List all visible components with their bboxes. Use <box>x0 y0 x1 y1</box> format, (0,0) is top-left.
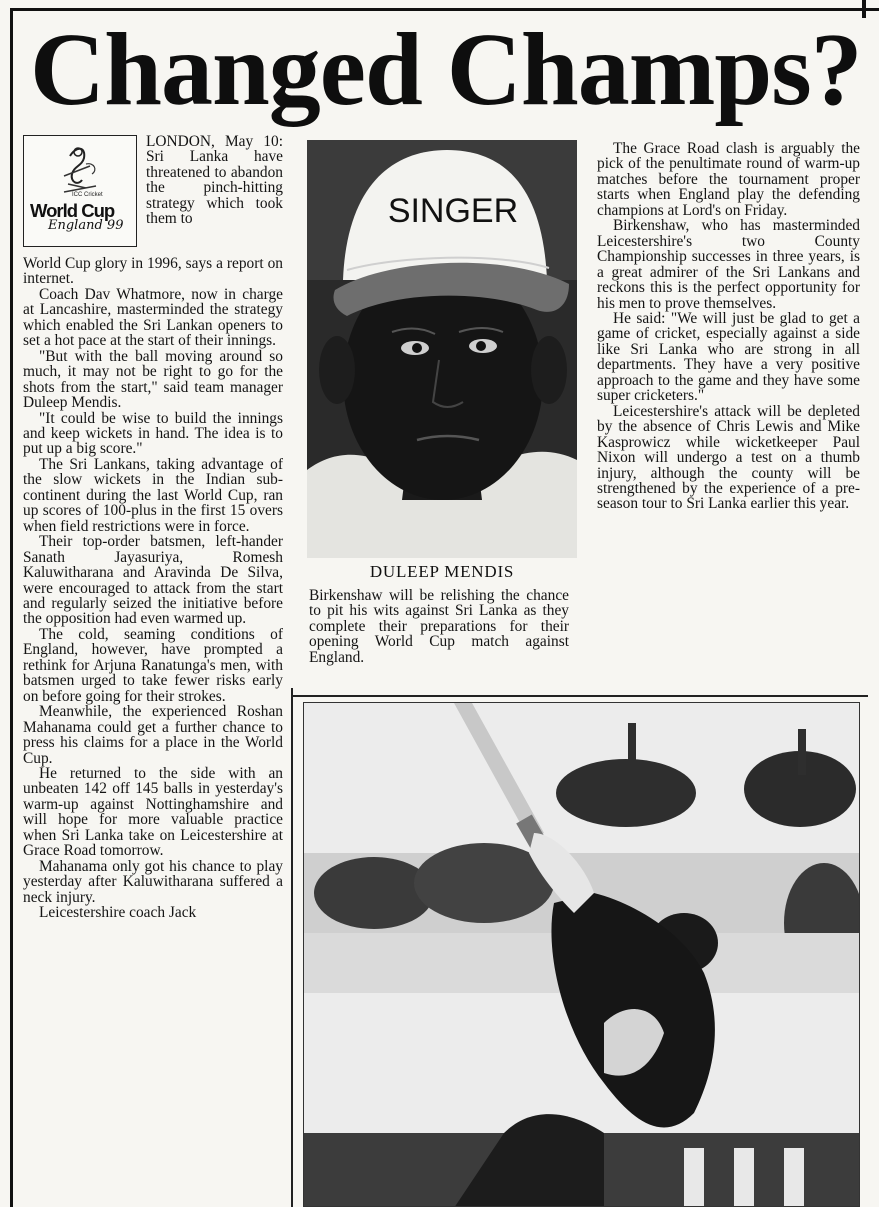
batsman-action-photo <box>303 702 860 1207</box>
cap-logo-text: SINGER <box>387 192 519 230</box>
photo-divider-horizontal <box>291 695 868 697</box>
logo-small-text: ICC Cricket <box>72 192 103 198</box>
world-cup-logo <box>23 135 137 247</box>
headline: Changed Champs? <box>30 12 862 127</box>
clipping-border-left <box>10 8 13 1207</box>
photo-caption: DULEEP MENDIS <box>369 562 515 581</box>
article-paragraph: The cold, seaming conditions of England, however, have prompted a rethink for Arjuna Ranatunga's men, with batsmen urged to take fewer risks early on before going for their strokes. <box>23 625 283 705</box>
article-paragraph: Meanwhile, the experienced Roshan Mahanama could get a further chance to press his claims for a place in the World Cup. <box>23 703 283 767</box>
article-paragraph: Leicestershire's attack will be depleted by the absence of Chris Lewis and Mike Kasprowicz while wicketkeeper Paul Nixon will undergo a test on a thumb injury, although the county will be strengthened by the experience of a pre-season tour to Sri Lanka earlier this year. <box>597 402 860 513</box>
dateline-paragraph: LONDON, May 10: Sri Lanka have threatened to abandon the pinch-hitting strategy which took them to <box>146 134 283 228</box>
article-paragraph: Their top-order batsmen, left-hander Sanath Jayasuriya, Romesh Kaluwitharana and Aravinda De Silva, were encouraged to attack from the start and regularly seized the initiative before the opposition had even warmed up. <box>23 533 283 628</box>
article-paragraph: He returned to the side with an unbeaten 142 off 145 balls in yesterday's warm-up against Nottinghamshire and will hope for more valuable practice when Sri Lanka take on Leicestershire at Grace Road tomorrow. <box>23 764 283 860</box>
article-paragraph: Mahanama only got his chance to play yesterday after Kaluwitharana suffered a neck injury. <box>23 857 283 906</box>
article-paragraph: Birkenshaw, who has masterminded Leicestershire's two County Championship successes in three years, is a great admirer of the Sri Lankans and reckons this is the perfect opportunity for his men to prove themselves. <box>597 217 860 312</box>
article-paragraph: World Cup glory in 1996, says a report on internet. <box>23 256 283 288</box>
article-column-2 <box>309 588 569 690</box>
article-column-1-intro <box>146 134 283 256</box>
logo-wordmark: World Cup <box>30 200 115 221</box>
duleep-mendis-photo <box>307 140 577 558</box>
article-column-3 <box>597 141 860 697</box>
article-paragraph: "But with the ball moving around so much, it may not be right to go for the shots from the start," said team manager Duleep Mendis. <box>23 347 283 412</box>
article-column-1 <box>23 256 283 1207</box>
article-paragraph: He said: "We will just be glad to get a game of cricket, especially against a side like Sri Lanka who are strong in all departments. They have a very positive approach to the game and they have some super cricketers." <box>597 309 860 405</box>
article-paragraph: Birkenshaw will be relishing the chance to pit his wits against Sri Lanka as they complete their preparations for their opening World Cup match against England. <box>309 588 569 666</box>
photo-divider-vertical <box>291 688 293 1207</box>
logo-subline: England 99 <box>48 218 124 233</box>
article-paragraph: Coach Dav Whatmore, now in charge at Lancashire, masterminded the strategy which enabled the Sri Lankan openers to set a hot pace at the start of their innings. <box>23 285 283 350</box>
article-paragraph: The Grace Road clash is arguably the pick of the penultimate round of warm-up matches before the tournament proper starts when England play the defending champions at Lord's on Friday. <box>597 141 860 219</box>
article-paragraph: Leicestershire coach Jack <box>39 904 197 922</box>
portrait-image <box>307 140 577 558</box>
article-paragraph: "It could be wise to build the innings and keep wickets in hand. The idea is to put up a big score." <box>23 409 283 458</box>
article-paragraph: The Sri Lankans, taking advantage of the slow wickets in the Indian sub-continent during the last World Cup, ran up scores of 100-plus in the first 15 overs when field restrictions were in force. <box>23 455 283 535</box>
action-image <box>304 703 860 1207</box>
